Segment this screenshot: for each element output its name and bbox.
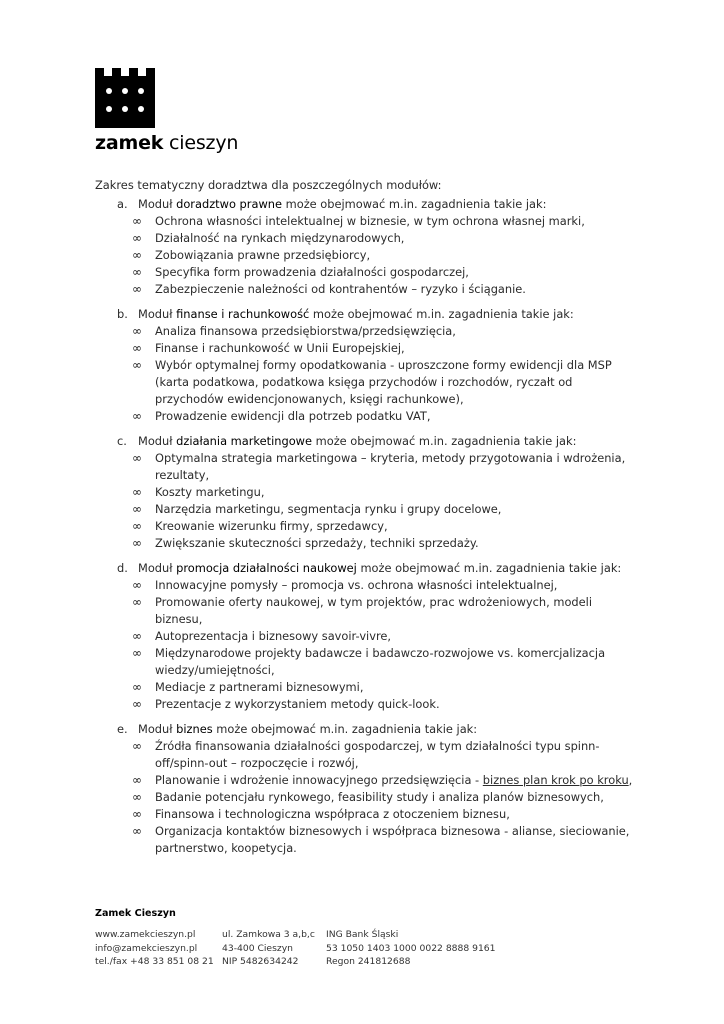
infinity-bullet-icon: ∞ — [132, 697, 142, 711]
list-item — [95, 594, 640, 628]
infinity-bullet-icon: ∞ — [132, 807, 142, 821]
footer-bank-account: 53 1050 1403 1000 0022 8888 9161 — [326, 942, 496, 954]
module-suffix: może obejmować m.in. zagadnienia takie jak: — [360, 561, 622, 575]
footer-contact-column — [95, 928, 222, 969]
infinity-bullet-icon: ∞ — [132, 324, 142, 338]
list-item — [95, 357, 640, 408]
module-letter: b. — [117, 307, 128, 321]
module-section — [95, 721, 640, 857]
list-item — [95, 772, 640, 789]
topic-list — [95, 323, 640, 425]
module-heading — [95, 721, 640, 738]
list-item — [95, 340, 640, 357]
list-item — [95, 628, 640, 645]
module-name: promocja działalności naukowej — [176, 561, 357, 575]
list-item-text: Planowanie i wdrożenie innowacyjnego przedsięwzięcia - — [155, 773, 480, 787]
module-suffix: może obejmować m.in. zagadnienia takie jak: — [315, 434, 577, 448]
infinity-bullet-icon: ∞ — [132, 451, 142, 465]
list-item-text: Wybór optymalnej formy opodatkowania - uproszczone formy ewidencji dla MSP (karta podatkowa, podatkowa księga przychodów i rozchodów, ryczałt od przychodów ewidencjonowanych, księgi rachunkowe), — [155, 358, 612, 406]
footer-address-column — [222, 928, 326, 969]
module-letter: e. — [117, 722, 128, 736]
list-item — [95, 806, 640, 823]
list-item-text: Kreowanie wizerunku firmy, sprzedawcy, — [155, 519, 388, 533]
infinity-bullet-icon: ∞ — [132, 485, 142, 499]
list-item — [95, 823, 640, 857]
list-item-text: Zabezpieczenie należności od kontrahentów – ryzyko i ściąganie. — [155, 282, 526, 296]
list-item-tail: , — [628, 773, 633, 787]
infinity-bullet-icon: ∞ — [132, 265, 142, 279]
list-item-text: Finansowa i technologiczna współpraca z otoczeniem biznesu, — [155, 807, 510, 821]
topic-list — [95, 577, 640, 713]
module-prefix: Moduł — [138, 307, 173, 321]
footer-title: Zamek Cieszyn — [95, 908, 176, 919]
list-item — [95, 247, 640, 264]
list-item — [95, 408, 640, 425]
infinity-bullet-icon: ∞ — [132, 409, 142, 423]
list-item — [95, 264, 640, 281]
module-heading — [95, 306, 640, 323]
infinity-bullet-icon: ∞ — [132, 790, 142, 804]
infinity-bullet-icon: ∞ — [132, 595, 142, 609]
list-item-text: Zwiększanie skuteczności sprzedaży, techniki sprzedaży. — [155, 536, 479, 550]
business-plan-link[interactable]: biznes plan krok po kroku — [482, 773, 629, 787]
topic-list — [95, 450, 640, 552]
infinity-bullet-icon: ∞ — [132, 680, 142, 694]
infinity-bullet-icon: ∞ — [132, 519, 142, 533]
topic-list — [95, 738, 640, 857]
list-item-text: Źródła finansowania działalności gospodarczej, w tym działalności typu spinn-off/spinn-out – rozpoczęcie i rozwój, — [155, 739, 600, 770]
module-heading — [95, 560, 640, 577]
zamek-cieszyn-logo — [95, 68, 238, 154]
list-item — [95, 323, 640, 340]
document-body — [95, 177, 640, 865]
module-section — [95, 433, 640, 552]
footer-street: ul. Zamkowa 3 a,b,c — [222, 929, 315, 940]
list-item-text: Działalność na rynkach międzynarodowych, — [155, 231, 405, 245]
list-item-text: Mediacje z partnerami biznesowymi, — [155, 680, 364, 694]
footer-bank-name: ING Bank Śląski — [326, 929, 399, 940]
list-item-text: Ochrona własności intelektualnej w biznesie, w tym ochrona własnej marki, — [155, 214, 585, 228]
list-item-text: Promowanie oferty naukowej, w tym projektów, prac wdrożeniowych, modeli biznesu, — [155, 595, 592, 626]
topic-list — [95, 213, 640, 298]
list-item-text: Finanse i rachunkowość w Unii Europejskiej, — [155, 341, 405, 355]
list-item-text: Autoprezentacja i biznesowy savoir-vivre, — [155, 629, 392, 643]
footer-regon: Regon 241812688 — [326, 956, 411, 967]
module-prefix: Moduł — [138, 434, 173, 448]
module-suffix: może obejmować m.in. zagadnienia takie jak: — [216, 722, 478, 736]
module-letter: c. — [117, 434, 127, 448]
module-name: działania marketingowe — [176, 434, 312, 448]
module-prefix: Moduł — [138, 722, 173, 736]
module-name: biznes — [176, 722, 213, 736]
module-section — [95, 196, 640, 298]
footer — [95, 908, 496, 969]
logo-wordmark: zamek cieszyn — [95, 132, 239, 154]
list-item-text: Optymalna strategia marketingowa – kryteria, metody przygotowania i wdrożenia, rezultaty, — [155, 451, 626, 482]
infinity-bullet-icon: ∞ — [132, 358, 142, 372]
infinity-bullet-icon: ∞ — [132, 824, 142, 838]
module-name: doradztwo prawne — [176, 197, 282, 211]
infinity-bullet-icon: ∞ — [132, 341, 142, 355]
module-heading — [95, 433, 640, 450]
infinity-bullet-icon: ∞ — [132, 629, 142, 643]
infinity-bullet-icon: ∞ — [132, 739, 142, 753]
infinity-bullet-icon: ∞ — [132, 536, 142, 550]
list-item — [95, 535, 640, 552]
infinity-bullet-icon: ∞ — [132, 248, 142, 262]
list-item-text: Koszty marketingu, — [155, 485, 265, 499]
infinity-bullet-icon: ∞ — [132, 646, 142, 660]
list-item-text: Prezentacje z wykorzystaniem metody quick-look. — [155, 697, 440, 711]
list-item-text: Organizacja kontaktów biznesowych i współpraca biznesowa - alianse, sieciowanie, partnerstwo, koopetycja. — [155, 824, 630, 855]
list-item — [95, 213, 640, 230]
infinity-bullet-icon: ∞ — [132, 773, 142, 787]
module-suffix: może obejmować m.in. zagadnienia takie jak: — [312, 307, 574, 321]
list-item — [95, 696, 640, 713]
list-item-text: Badanie potencjału rynkowego, feasibility study i analiza planów biznesowych, — [155, 790, 604, 804]
footer-nip: NIP 5482634242 — [222, 956, 299, 967]
module-suffix: może obejmować m.in. zagadnienia takie jak: — [285, 197, 547, 211]
infinity-bullet-icon: ∞ — [132, 282, 142, 296]
list-item — [95, 518, 640, 535]
footer-phone: tel./fax +48 33 851 08 21 — [95, 956, 214, 967]
module-letter: d. — [117, 561, 128, 575]
footer-email: info@zamekcieszyn.pl — [95, 942, 198, 954]
infinity-bullet-icon: ∞ — [132, 578, 142, 592]
list-item — [95, 577, 640, 594]
list-item — [95, 230, 640, 247]
module-heading — [95, 196, 640, 213]
module-name: finanse i rachunkowość — [176, 307, 310, 321]
module-section — [95, 560, 640, 713]
infinity-bullet-icon: ∞ — [132, 231, 142, 245]
list-item-text: Specyfika form prowadzenia działalności gospodarczej, — [155, 265, 469, 279]
module-prefix: Moduł — [138, 197, 173, 211]
list-item-text: Międzynarodowe projekty badawcze i badawczo-rozwojowe vs. komercjalizacja wiedzy/umiejętności, — [155, 646, 606, 677]
list-item — [95, 679, 640, 696]
list-item — [95, 450, 640, 484]
footer-website: www.zamekcieszyn.pl — [95, 929, 196, 940]
list-item-text: Prowadzenie ewidencji dla potrzeb podatku VAT, — [155, 409, 431, 423]
infinity-bullet-icon: ∞ — [132, 214, 142, 228]
module-list — [95, 196, 640, 857]
module-section — [95, 306, 640, 425]
castle-tower-icon — [95, 68, 155, 128]
footer-bank-column — [326, 928, 496, 969]
footer-city: 43-400 Cieszyn — [222, 942, 293, 954]
intro-paragraph: Zakres tematyczny doradztwa dla poszczególnych modułów: — [95, 178, 442, 192]
module-prefix: Moduł — [138, 561, 173, 575]
list-item-text: Narzędzia marketingu, segmentacja rynku i grupy docelowe, — [155, 502, 502, 516]
list-item — [95, 484, 640, 501]
list-item — [95, 789, 640, 806]
module-letter: a. — [117, 197, 128, 211]
list-item-text: Zobowiązania prawne przedsiębiorcy, — [155, 248, 371, 262]
list-item — [95, 281, 640, 298]
infinity-bullet-icon: ∞ — [132, 502, 142, 516]
list-item — [95, 501, 640, 518]
list-item-text: Innowacyjne pomysły – promocja vs. ochrona własności intelektualnej, — [155, 578, 558, 592]
list-item — [95, 645, 640, 679]
list-item-text: Analiza finansowa przedsiębiorstwa/przedsięwzięcia, — [155, 324, 456, 338]
list-item — [95, 738, 640, 772]
